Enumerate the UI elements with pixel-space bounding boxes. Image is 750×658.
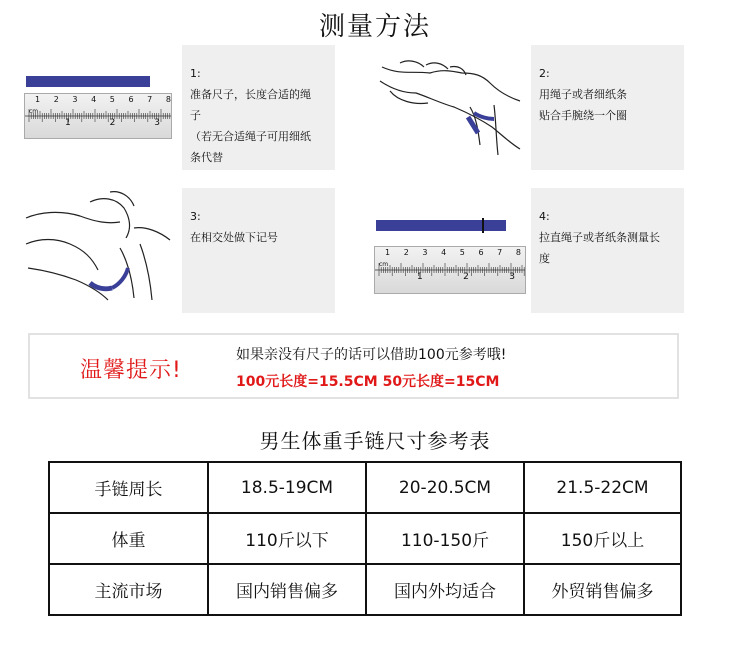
ruler-top-numbers <box>385 248 521 257</box>
step-4-panel <box>531 188 684 313</box>
ruler-number: 1 <box>385 248 391 257</box>
ruler-icon <box>374 246 526 294</box>
page-title: 测量方法 <box>318 12 431 42</box>
step-number: 3: <box>190 210 201 223</box>
ruler-number: 6 <box>478 248 484 257</box>
ruler-number: 1 <box>65 118 71 128</box>
ruler-number: 1 <box>35 95 41 104</box>
wrist-hand-icon <box>370 45 530 170</box>
step-1-panel <box>182 45 335 170</box>
step-text-line: 拉直绳子或者纸条测量长 <box>539 231 660 244</box>
ruler-icon <box>24 93 172 139</box>
size-table <box>48 461 682 616</box>
step-text-line: 条代替 <box>190 151 223 164</box>
ruler-number: 5 <box>109 95 115 104</box>
row-header: 体重 <box>49 513 208 564</box>
ruler-top-numbers <box>35 95 171 104</box>
ruler-number: 1 <box>417 272 423 282</box>
step-text-line: 用绳子或者细纸条 <box>539 88 627 101</box>
string-band <box>90 283 112 289</box>
tip-box <box>28 333 679 399</box>
tip-line-1: 如果亲没有尺子的话可以借助100元参考哦! <box>236 347 507 363</box>
step-2-image <box>370 45 530 170</box>
table-cell: 21.5-22CM <box>524 462 681 513</box>
ruler-number: 5 <box>459 248 465 257</box>
table-cell: 150斤以上 <box>524 513 681 564</box>
step-1-image <box>20 45 176 170</box>
string-band <box>26 76 150 87</box>
ruler-number: 3 <box>509 272 515 282</box>
table-cell: 18.5-19CM <box>208 462 366 513</box>
table-cell: 110斤以下 <box>208 513 366 564</box>
ruler-number: 7 <box>497 248 503 257</box>
table-row <box>49 513 681 564</box>
ruler-number: 3 <box>422 248 428 257</box>
string-band <box>376 220 506 231</box>
table-cell: 110-150斤 <box>366 513 524 564</box>
ruler-unit-label: cm <box>29 108 39 115</box>
ruler-unit-label: cm <box>379 261 389 268</box>
step-text-line: （若无合适绳子可用细纸 <box>190 130 311 143</box>
ruler-number: 4 <box>91 95 97 104</box>
step-number: 4: <box>539 210 550 223</box>
mark-line <box>482 218 484 233</box>
step-text-line: 贴合手腕绕一个圈 <box>539 109 627 122</box>
step-text-line: 子 <box>190 109 201 122</box>
ruler-number: 8 <box>515 248 521 257</box>
tip-title: 温馨提示! <box>80 358 182 383</box>
table-cell: 20-20.5CM <box>366 462 524 513</box>
ruler-number: 2 <box>463 272 469 282</box>
ruler-number: 4 <box>441 248 447 257</box>
step-number: 2: <box>539 67 550 80</box>
wrist-mark-icon <box>20 188 176 313</box>
table-title: 男生体重手链尺寸参考表 <box>259 429 491 453</box>
row-header: 主流市场 <box>49 564 208 615</box>
step-3-image <box>20 188 176 313</box>
step-text-line: 在相交处做下记号 <box>190 231 278 244</box>
table-row <box>49 564 681 615</box>
ruler-bottom-numbers <box>65 118 160 128</box>
table-cell: 外贸销售偏多 <box>524 564 681 615</box>
step-2-panel <box>531 45 684 170</box>
ruler-number: 2 <box>109 118 116 128</box>
step-text-line: 准备尺子，长度合适的绳 <box>190 88 311 101</box>
ruler-number: 8 <box>165 95 171 104</box>
step-number: 1: <box>190 67 201 80</box>
step-text-line: 度 <box>539 252 550 265</box>
table-cell: 国内外均适合 <box>366 564 524 615</box>
ruler-number: 2 <box>403 248 409 257</box>
ruler-number: 3 <box>72 95 78 104</box>
tip-line-2: 100元长度=15.5CM 50元长度=15CM <box>236 374 500 390</box>
table-row <box>49 462 681 513</box>
ruler-bottom-numbers <box>417 272 515 282</box>
ruler-number: 2 <box>53 95 59 104</box>
ruler-number: 3 <box>154 118 160 128</box>
table-cell: 国内销售偏多 <box>208 564 366 615</box>
step-4-image <box>370 188 530 313</box>
row-header: 手链周长 <box>49 462 208 513</box>
step-3-panel <box>182 188 335 313</box>
ruler-number: 6 <box>128 95 134 104</box>
ruler-number: 7 <box>147 95 153 104</box>
